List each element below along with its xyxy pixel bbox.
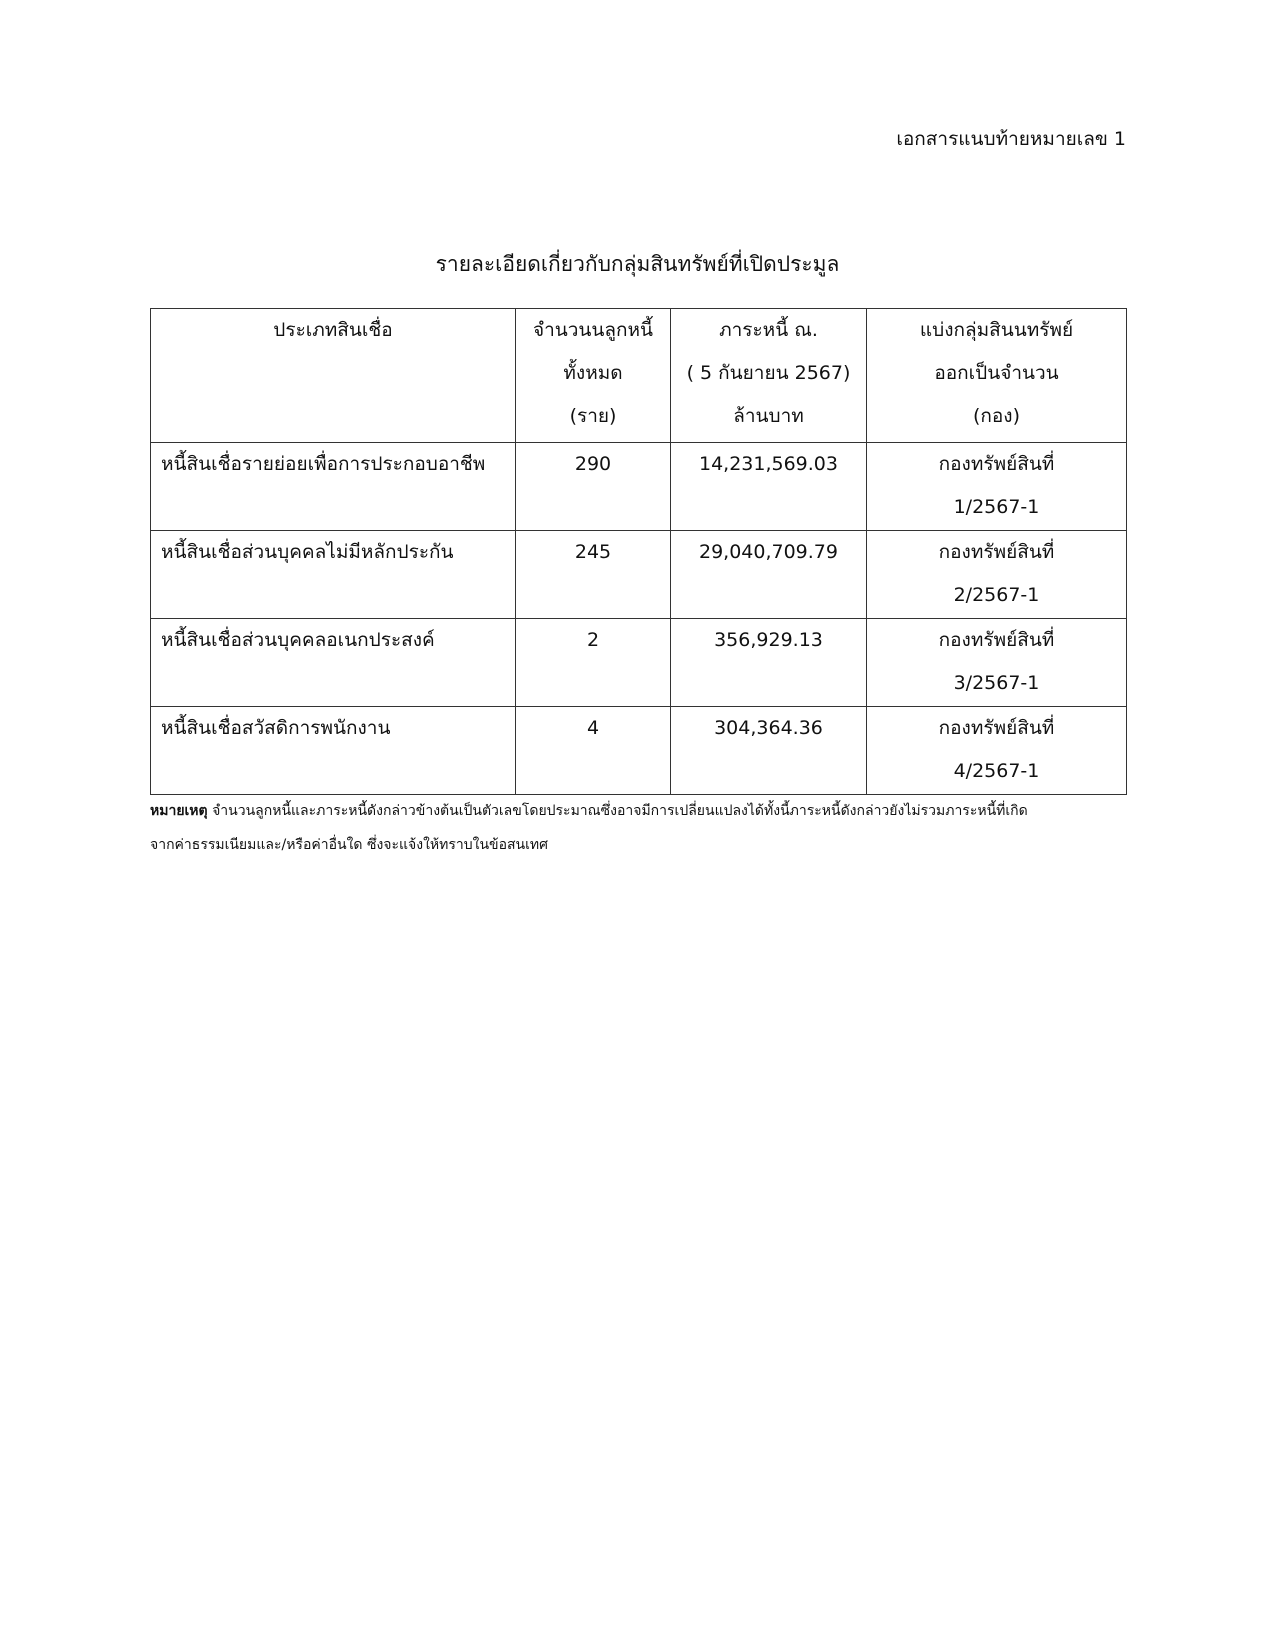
table-row xyxy=(151,619,1127,707)
debtor-count-cell: 2 xyxy=(516,619,671,707)
debt-amount-cell: 14,231,569.03 xyxy=(671,443,867,531)
credit-type-cell: หนี้สินเชื่อส่วนบุคคลอเนกประสงค์ xyxy=(151,619,516,707)
table-row xyxy=(151,531,1127,619)
credit-type-cell: หนี้สินเชื่อส่วนบุคคลไม่มีหลักประกัน xyxy=(151,531,516,619)
asset-group-cell: กองทรัพย์สินที่ 2/2567-1 xyxy=(867,531,1127,619)
debtor-count-cell: 290 xyxy=(516,443,671,531)
header-asset-groups: แบ่งกลุ่มสินนทรัพย์ ออกเป็นจำนวน (กอง) xyxy=(867,309,1127,443)
document-title: รายละเอียดเกี่ยวกับกลุ่มสินทรัพย์ที่เปิดประมูล xyxy=(435,252,840,276)
table-header-row xyxy=(151,309,1127,443)
debt-amount-cell: 356,929.13 xyxy=(671,619,867,707)
remark-line-2: จากค่าธรรมเนียมและ/หรือค่าอื่นใด ซึ่งจะแจ้งให้ทราบในข้อสนเทศ xyxy=(150,837,549,853)
table-row xyxy=(151,707,1127,795)
asset-group-cell: กองทรัพย์สินที่ 1/2567-1 xyxy=(867,443,1127,531)
header-debt-amount: ภาระหนี้ ณ. ( 5 กันยายน 2567) ล้านบาท xyxy=(671,309,867,443)
remark-line-1 xyxy=(150,794,1130,828)
header-debtor-count: จำนวนนลูกหนี้ ทั้งหมด (ราย) xyxy=(516,309,671,443)
asset-group-cell: กองทรัพย์สินที่ 4/2567-1 xyxy=(867,707,1127,795)
attachment-label: เอกสารแนบท้ายหมายเลข 1 xyxy=(896,128,1126,150)
table-row xyxy=(151,443,1127,531)
asset-groups-table xyxy=(150,308,1127,795)
debtor-count-cell: 4 xyxy=(516,707,671,795)
debtor-count-cell: 245 xyxy=(516,531,671,619)
remark-note xyxy=(150,794,1130,862)
asset-group-cell: กองทรัพย์สินที่ 3/2567-1 xyxy=(867,619,1127,707)
header-credit-type: ประเภทสินเชื่อ xyxy=(151,309,516,443)
debt-amount-cell: 29,040,709.79 xyxy=(671,531,867,619)
remark-text-1: จำนวนลูกหนี้และภาระหนี้ดังกล่าวข้างต้นเป็นตัวเลขโดยประมาณซึ่งอาจมีการเปลี่ยนแปลงได้ทั้งนี้ภาระหนี้ดังกล่าวยังไม่รวมภาระหนี้ที่เกิด xyxy=(207,803,1028,819)
remark-label: หมายเหตุ xyxy=(150,803,208,819)
debt-amount-cell: 304,364.36 xyxy=(671,707,867,795)
credit-type-cell: หนี้สินเชื่อสวัสดิการพนักงาน xyxy=(151,707,516,795)
credit-type-cell: หนี้สินเชื่อรายย่อยเพื่อการประกอบอาชีพ xyxy=(151,443,516,531)
